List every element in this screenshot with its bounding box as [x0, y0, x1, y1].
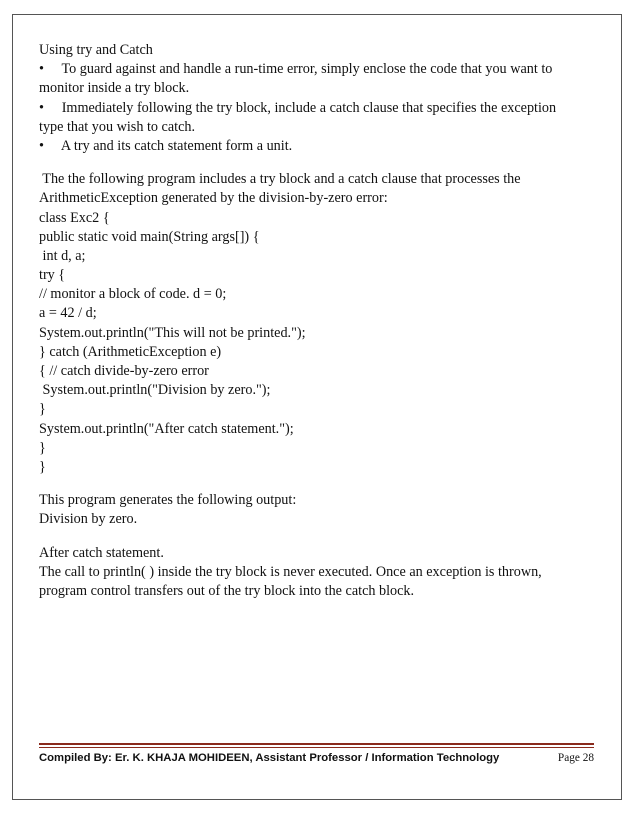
intro-paragraph	[39, 170, 599, 208]
code-line: try {	[39, 267, 66, 284]
code-line: public static void main(String args[]) {	[39, 228, 260, 245]
footer-rule	[39, 743, 594, 745]
code-line: { // catch divide-by-zero error	[39, 363, 209, 379]
bullet-text: Immediately following the try block, include a catch clause that specifies the exception	[61, 99, 557, 116]
document-body	[39, 41, 599, 601]
footer-rule-thin	[39, 747, 594, 748]
bullet-text-continued: monitor inside a try block.	[39, 80, 190, 97]
paragraph-line: ArithmeticException generated by the division-by-zero error:	[39, 190, 388, 207]
code-line: }	[39, 401, 46, 418]
bullet-text: To guard against and handle a run-time error, simply enclose the code that you want to	[61, 61, 553, 78]
bullet-item	[39, 99, 599, 118]
code-line: System.out.println("Division by zero.");	[39, 382, 271, 399]
paragraph-line: program control transfers out of the try block into the catch block.	[39, 582, 415, 599]
footer-author: Compiled By: Er. K. KHAJA MOHIDEEN, Assistant Professor / Information Technology	[39, 752, 500, 764]
code-line: }	[39, 458, 46, 475]
bullet-icon: •	[39, 61, 44, 78]
code-line: int d, a;	[39, 247, 86, 264]
code-line: } catch (ArithmeticException e)	[39, 343, 222, 360]
bullet-item	[39, 137, 599, 156]
paragraph-line: The the following program includes a try block and a catch clause that processes the	[39, 171, 521, 188]
output-paragraph	[39, 491, 599, 529]
bullet-list	[39, 60, 599, 156]
code-line: a = 42 / d;	[39, 305, 97, 322]
code-line: System.out.println("After catch statement.");	[39, 420, 294, 437]
output-line: Division by zero.	[39, 511, 138, 528]
bullet-text: A try and its catch statement form a unit.	[60, 137, 293, 154]
code-listing	[39, 209, 599, 478]
code-line: System.out.println("This will not be printed.");	[39, 324, 306, 341]
section-title: Using try and Catch	[39, 42, 153, 58]
code-line: }	[39, 439, 46, 456]
code-line: // monitor a block of code. d = 0;	[39, 286, 227, 303]
bullet-text-continued: type that you wish to catch.	[39, 118, 196, 135]
bullet-icon: •	[39, 137, 44, 154]
paragraph-line: This program generates the following output:	[39, 492, 297, 509]
bullet-item	[39, 60, 599, 79]
bullet-icon: •	[39, 99, 44, 116]
conclusion-paragraph	[39, 544, 599, 602]
code-line: class Exc2 {	[39, 209, 110, 226]
output-line: After catch statement.	[39, 544, 164, 561]
paragraph-line: The call to println( ) inside the try block is never executed. Once an exception is thrown,	[39, 563, 542, 580]
page-number: Page 28	[557, 752, 594, 764]
